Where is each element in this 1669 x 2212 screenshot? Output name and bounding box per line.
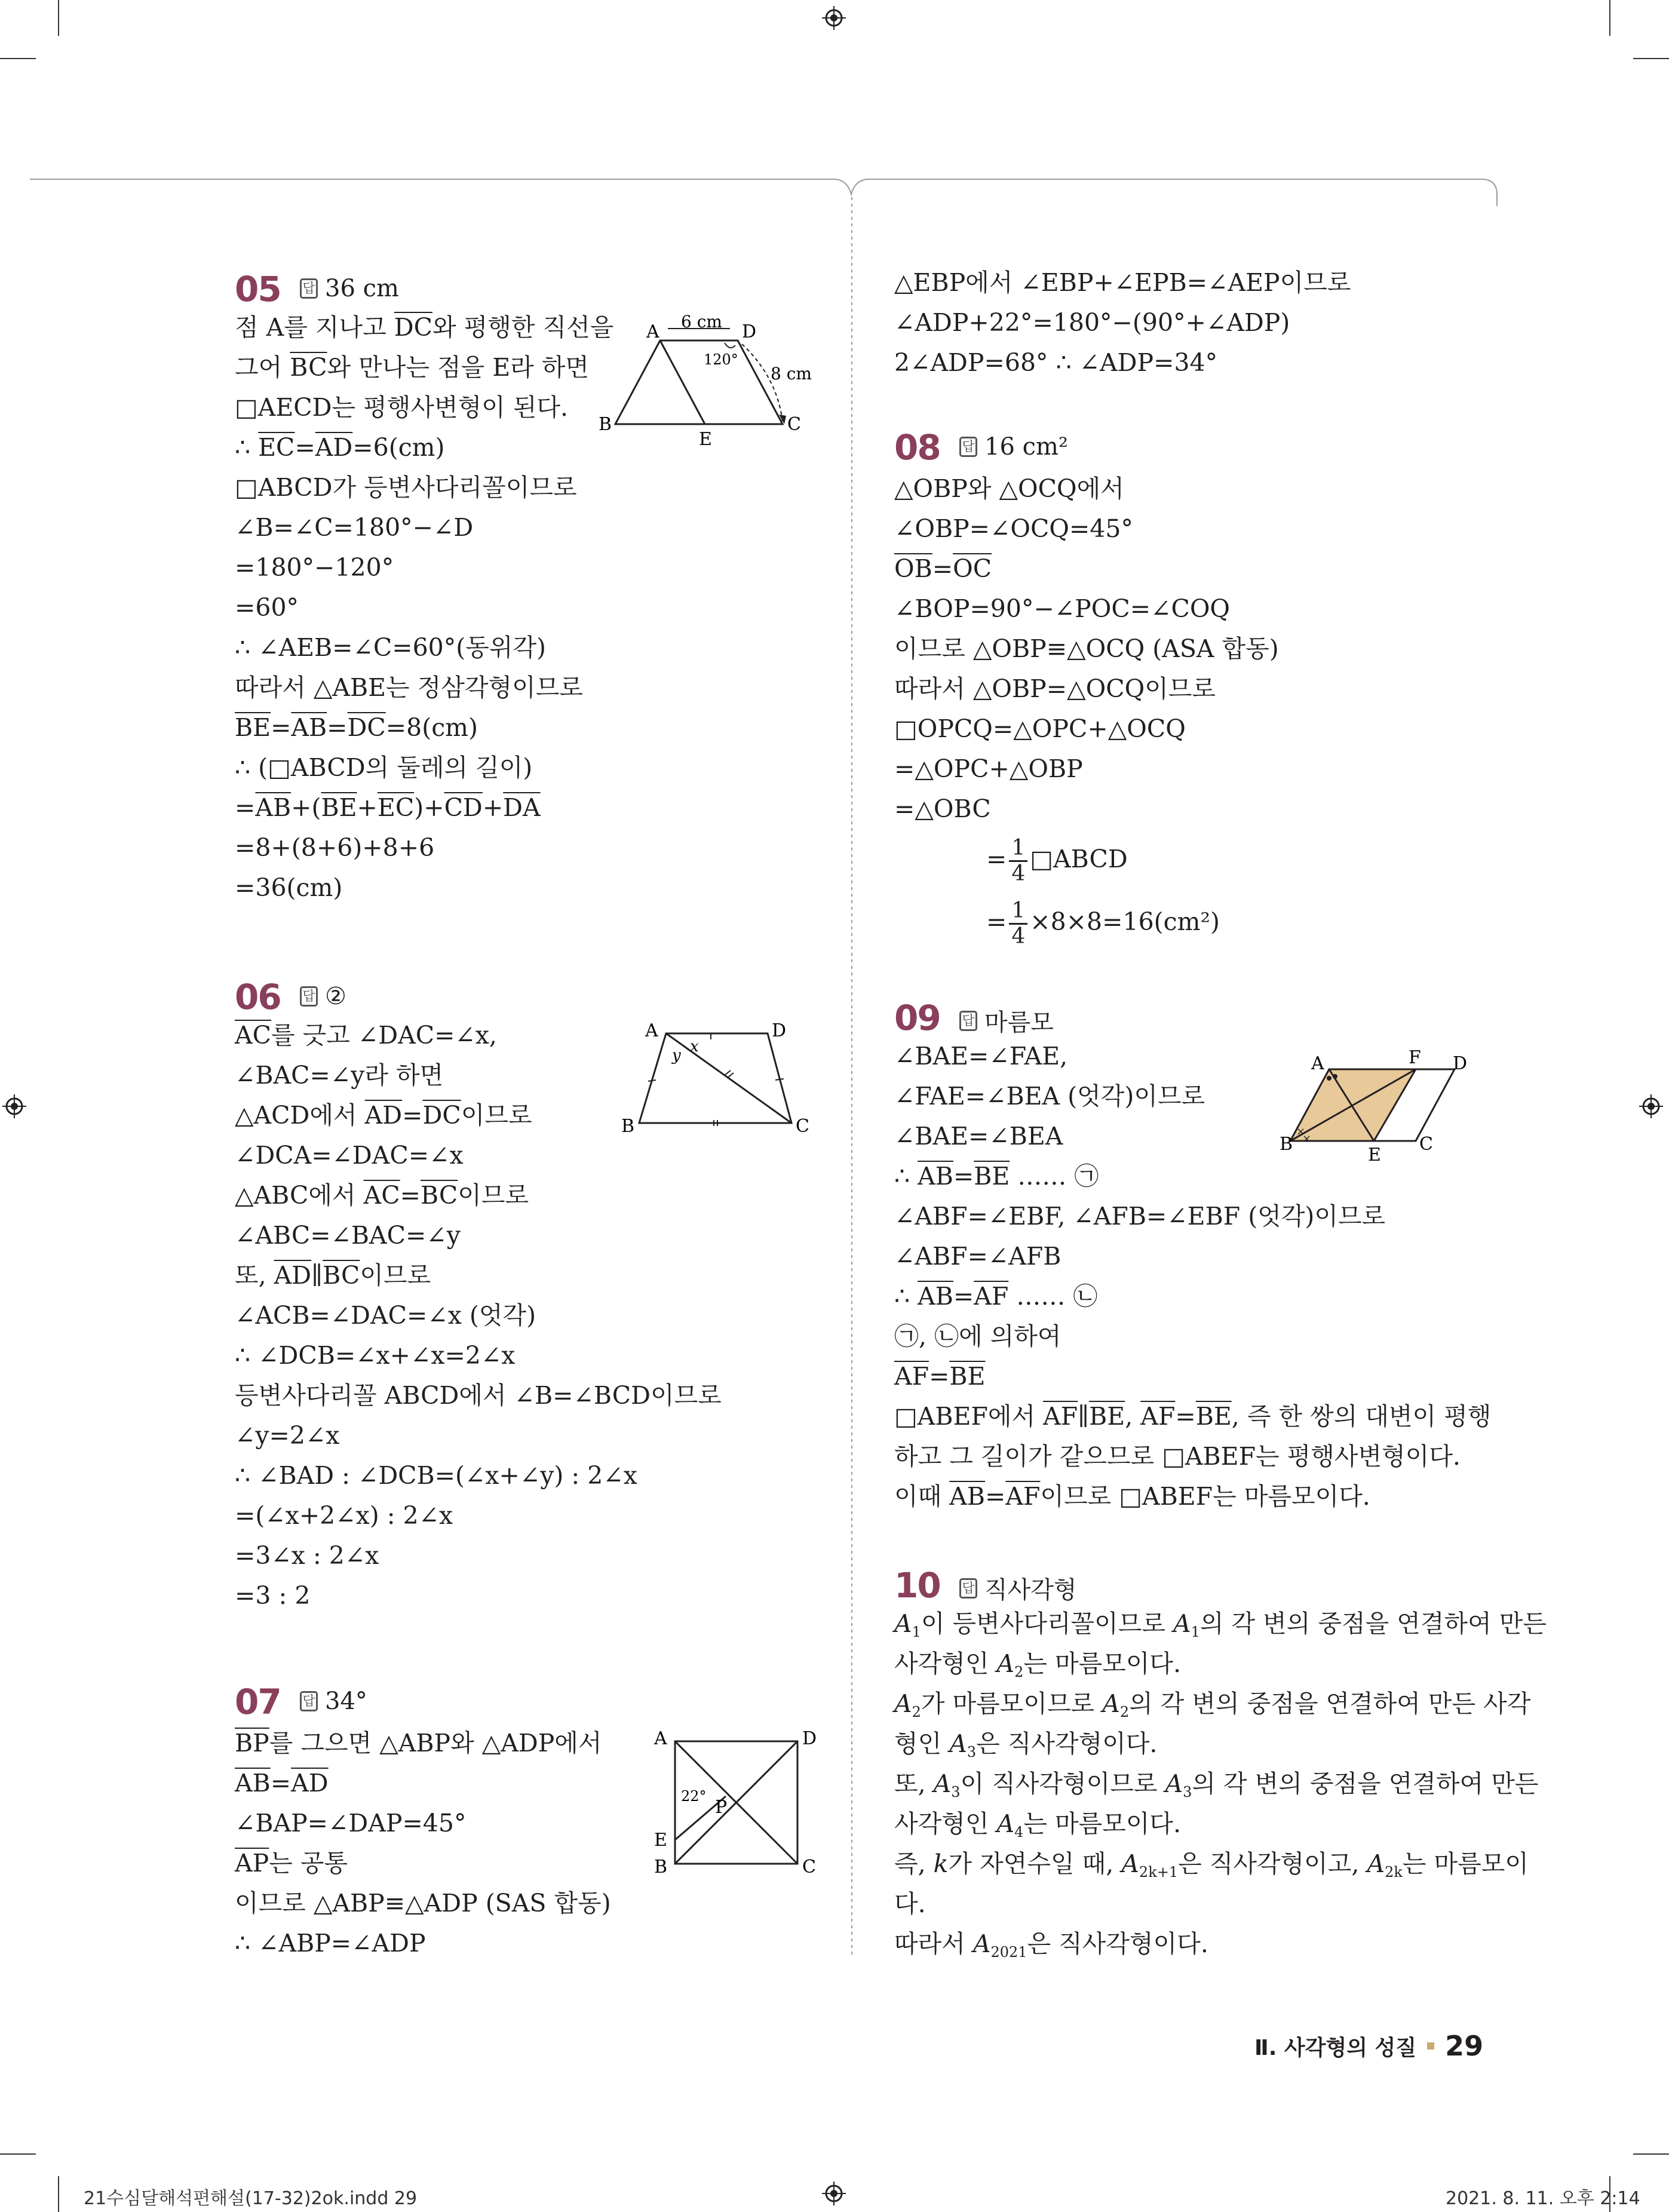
text-run: 사각형인 <box>894 1809 997 1838</box>
segment-label: $\overline{AD}$ <box>364 1101 403 1130</box>
text-run: 이때 <box>894 1482 950 1511</box>
text-run: = <box>327 713 348 742</box>
solution-line <box>235 308 613 348</box>
text-run: 가 자연수일 때, <box>948 1849 1122 1878</box>
math-variable: A <box>894 1609 912 1638</box>
text-run: = <box>270 1769 292 1797</box>
text-run: □ABEF에서 <box>894 1402 1044 1431</box>
fraction: $\frac{1}{4}$ <box>1009 836 1027 886</box>
problem-number: 09 <box>894 998 940 1038</box>
svg-text:×: × <box>1302 1133 1312 1145</box>
text-run: )+ <box>414 793 444 822</box>
segment-label: $\overline{BP}$ <box>235 1729 269 1757</box>
text-run: 또, <box>235 1261 274 1290</box>
text-run: ∠BOP=90°−∠POC=∠COQ <box>894 594 1231 623</box>
answer-value: ② <box>325 983 346 1010</box>
segment-label: $\overline{AB}$ <box>918 1162 953 1191</box>
figure-label: C <box>787 414 801 435</box>
solution-line <box>235 1416 339 1456</box>
figure-label: E <box>654 1830 667 1851</box>
segment-label: $\overline{DC}$ <box>422 1101 461 1130</box>
solution-line <box>235 1923 426 1964</box>
text-run: 는 공통 <box>269 1849 348 1877</box>
text-run: =△OPC+△OBP <box>894 754 1083 783</box>
text-run: 즉, <box>894 1849 934 1878</box>
solution-line <box>894 789 991 829</box>
text-run: ∠BAP=∠DAP=45° <box>235 1809 467 1837</box>
subscript: 1 <box>912 1624 921 1640</box>
segment-label: $\overline{AF}$ <box>974 1282 1009 1311</box>
segment-label: $\overline{AB}$ <box>949 1482 985 1511</box>
subscript: 4 <box>1014 1824 1024 1840</box>
answer-icon: 답 <box>959 437 977 457</box>
solution-line <box>894 1277 1097 1317</box>
text-run: 등변사다리꼴 ABCD에서 ∠B=∠BCD이므로 <box>235 1381 722 1410</box>
math-variable: A <box>996 1809 1015 1838</box>
file-slug: 21수심달해석편해설(17-32)2ok.indd 29 <box>84 2188 418 2209</box>
problem-number: 08 <box>894 427 940 468</box>
text-run: 이므로 □ABEF는 마름모이다. <box>1040 1482 1370 1511</box>
answer-value: 16 cm² <box>984 433 1068 461</box>
segment-label: $\overline{BE}$ <box>321 793 357 822</box>
solution-line <box>235 348 589 388</box>
text-run: ∥ <box>1078 1402 1090 1431</box>
solution-line <box>235 708 478 748</box>
answer-icon: 답 <box>959 1011 977 1031</box>
problem-number: 05 <box>235 269 281 309</box>
subscript: 3 <box>1183 1784 1192 1800</box>
subscript: 2021 <box>990 1944 1027 1961</box>
answer-icon: 답 <box>300 1691 318 1711</box>
text-run: =6(cm) <box>352 433 445 462</box>
text-run: =60° <box>235 593 299 622</box>
fraction-line: = $\frac{1}{4}$ ×8×8=16(cm²) <box>986 898 1220 949</box>
fraction: $\frac{1}{4}$ <box>1009 899 1027 949</box>
figure-label: 6 cm <box>681 312 722 332</box>
math-variable: A <box>996 1649 1015 1678</box>
answer-icon: 답 <box>300 278 318 299</box>
segment-label: $\overline{BC}$ <box>323 1261 360 1290</box>
solution-line <box>894 1477 1370 1517</box>
solution-line <box>894 1844 1529 1892</box>
text-run: + <box>357 793 378 822</box>
text-run: 이므로 <box>461 1101 532 1130</box>
solution-line <box>894 343 1217 383</box>
fraction-line: = $\frac{1}{4}$ □ABCD <box>986 836 1128 886</box>
solution-line <box>894 303 1290 343</box>
segment-label: $\overline{BC}$ <box>421 1181 458 1210</box>
solution-line <box>894 629 1279 669</box>
text-run: 와 만나는 점을 E라 하면 <box>327 353 590 382</box>
text-run: ∠ACB=∠DAC=∠x (엇각) <box>235 1301 536 1330</box>
text-run: 를 그으면 △ABP와 △ADP에서 <box>269 1729 602 1757</box>
solution-line <box>235 868 342 908</box>
text-run: =36(cm) <box>235 873 343 902</box>
figure-parallelogram-09 <box>1272 1045 1475 1165</box>
solution-line <box>235 668 583 708</box>
page-number: 29 <box>1445 2030 1484 2062</box>
solution-line <box>894 1357 985 1397</box>
solution-line <box>235 1096 532 1136</box>
text-run: 은 직사각형이고, <box>1178 1849 1367 1878</box>
answer <box>959 1004 1054 1038</box>
text-run: ∠BAE=∠BEA <box>894 1122 1063 1151</box>
text-run: 이므로 <box>360 1261 431 1290</box>
answer-value: 마름모 <box>984 1009 1054 1036</box>
text-run: , 즉 한 쌍의 대변이 평행 <box>1231 1402 1492 1431</box>
text-run: 은 직사각형이다. <box>976 1729 1158 1758</box>
figure-label: 120° <box>704 351 738 368</box>
segment-label: $\overline{AC}$ <box>235 1021 271 1050</box>
segment-label: $\overline{EC}$ <box>377 793 415 822</box>
text-run: ∴ ∠ABP=∠ADP <box>235 1929 426 1958</box>
segment-label: $\overline{OC}$ <box>953 554 992 583</box>
chapter-title: Ⅱ. 사각형의 성질 <box>1254 2035 1417 2060</box>
segment-label: $\overline{AB}$ <box>918 1282 953 1311</box>
solution-line <box>894 1924 1208 1972</box>
math-variable: A <box>1102 1689 1120 1718</box>
text-run: = <box>400 1181 421 1210</box>
text-run: + <box>482 793 504 822</box>
text-run: 를 긋고 ∠DAC=∠x, <box>271 1021 497 1050</box>
text-run: ∠ABF=∠AFB <box>894 1242 1061 1271</box>
solution-line <box>235 1456 637 1496</box>
solution-line <box>235 1843 348 1883</box>
text-run: 이 등변사다리꼴이므로 <box>921 1609 1174 1638</box>
solution-line <box>235 1763 329 1803</box>
solution-line <box>235 788 541 828</box>
text-run: ∴ <box>235 433 259 462</box>
solution-line <box>894 469 1124 509</box>
subscript: 1 <box>1191 1624 1200 1640</box>
solution-line <box>894 1437 1461 1477</box>
subscript: 2 <box>1014 1664 1024 1680</box>
math-variable: A <box>933 1769 952 1798</box>
solution-line <box>235 548 394 588</box>
solution-line <box>235 1016 497 1056</box>
problem-number: 07 <box>235 1682 281 1722</box>
text-run: ∠ADP+22°=180°−(90°+∠ADP) <box>894 308 1290 337</box>
solution-line <box>235 388 568 428</box>
text-run: = <box>271 713 292 742</box>
text-run: = <box>953 1162 974 1191</box>
solution-line <box>235 1216 461 1256</box>
subscript: 2 <box>1119 1704 1130 1720</box>
segment-label: $\overline{BE}$ <box>1089 1402 1125 1431</box>
figure-label: A <box>645 1020 658 1041</box>
text-run: □OPCQ=△OPC+△OCQ <box>894 714 1186 743</box>
segment-label: $\overline{AB}$ <box>255 793 292 822</box>
math-variable: A <box>1165 1769 1183 1798</box>
text-run: 이므로 △OBP≡△OCQ (ASA 합동) <box>894 634 1279 663</box>
text-run: =(∠x+2∠x) : 2∠x <box>235 1501 453 1530</box>
text-run: 의 각 변의 중점을 연결하여 만든 <box>1199 1609 1547 1638</box>
solution-line <box>235 1136 464 1176</box>
solution-line <box>235 1803 466 1843</box>
segment-label: $\overline{BE}$ <box>235 713 271 742</box>
figure-label: B <box>599 414 612 435</box>
answer-value: 36 cm <box>325 275 399 302</box>
answer <box>959 433 1068 461</box>
print-date: 2021. 8. 11. 오후 2:14 <box>1446 2188 1640 2209</box>
figure-label: B <box>1280 1134 1293 1155</box>
segment-label: $\overline{DC}$ <box>347 713 386 742</box>
text-run: 점 A를 지나고 <box>235 313 394 342</box>
square-bullet-icon <box>1427 2042 1434 2050</box>
figure-label: B <box>621 1116 635 1135</box>
text-run: □ABCD가 등변사다리꼴이므로 <box>235 473 577 502</box>
text-run: ∴ <box>894 1162 918 1191</box>
segment-label: $\overline{AF}$ <box>1005 1482 1041 1511</box>
svg-text:×: × <box>1296 1125 1306 1138</box>
solution-line <box>235 468 577 508</box>
solution-line <box>894 1317 1061 1357</box>
text-run: …… ㉠ <box>1010 1162 1099 1191</box>
solution-line <box>235 1723 602 1763</box>
solution-line <box>235 748 532 788</box>
segment-label: $\overline{BE}$ <box>974 1162 1010 1191</box>
text-run: =3 : 2 <box>235 1581 311 1610</box>
figure-label: C <box>796 1116 809 1135</box>
segment-label: $\overline{AB}$ <box>235 1769 271 1797</box>
answer <box>959 1571 1077 1605</box>
solution-line <box>894 1036 1067 1076</box>
math-variable: A <box>1121 1849 1139 1878</box>
solution-line <box>235 1056 443 1096</box>
solution-line <box>235 1296 536 1336</box>
text-run: △OBP와 △OCQ에서 <box>894 474 1124 503</box>
math-variable: A <box>1173 1609 1191 1638</box>
figure-label: A <box>646 321 659 342</box>
answer <box>300 1688 367 1715</box>
solution-line <box>235 508 473 548</box>
solution-line <box>894 1076 1205 1116</box>
solution-line <box>894 549 992 589</box>
subscript: 3 <box>967 1744 977 1760</box>
figure-label: E <box>699 429 712 448</box>
segment-label: $\overline{AF}$ <box>1043 1402 1078 1431</box>
text-run: ∴ ∠DCB=∠x+∠x=2∠x <box>235 1341 516 1370</box>
text-run: ∠OBP=∠OCQ=45° <box>894 514 1134 543</box>
figure-label: 22° <box>681 1788 707 1805</box>
solution-line <box>894 669 1216 709</box>
text-run: 이므로 <box>458 1181 529 1210</box>
solution-line <box>894 749 1083 789</box>
text-run: 가 마름모이므로 <box>921 1689 1103 1718</box>
solution-line <box>235 1376 722 1416</box>
segment-label: $\overline{AD}$ <box>315 433 353 462</box>
text-run: ∥ <box>311 1261 323 1290</box>
text-run: =8+(8+6)+8+6 <box>235 833 435 862</box>
text-run: = <box>294 433 315 462</box>
segment-label: $\overline{AB}$ <box>291 713 327 742</box>
figure-label: 8 cm <box>771 364 812 384</box>
text-run: 의 각 변의 중점을 연결하여 만든 사각 <box>1129 1689 1531 1718</box>
text-run: 그어 <box>235 353 290 382</box>
segment-label: $\overline{OB}$ <box>894 554 932 583</box>
text-run: 다. <box>894 1889 926 1918</box>
text-run: 형인 <box>894 1729 950 1758</box>
math-variable: A <box>1367 1849 1385 1878</box>
subscript: 2k <box>1385 1864 1403 1880</box>
text-run: = <box>1175 1402 1196 1431</box>
text-run: 또, <box>894 1769 934 1798</box>
text-run: =8(cm) <box>385 713 478 742</box>
math-variable: k <box>933 1849 949 1878</box>
figure-label: x <box>690 1038 699 1056</box>
figure-label: C <box>1419 1134 1433 1155</box>
solution-line <box>235 1883 611 1923</box>
solution-line <box>235 1336 515 1376</box>
text-run: = <box>402 1101 423 1130</box>
text-run: 사각형인 <box>894 1649 997 1678</box>
text-run: 따라서 △OBP=△OCQ이므로 <box>894 674 1216 703</box>
subscript: 2k+1 <box>1139 1864 1179 1880</box>
figure-label: A <box>1311 1053 1324 1074</box>
math-variable: A <box>972 1929 991 1958</box>
figure-label: D <box>742 321 757 342</box>
segment-label: $\overline{EC}$ <box>258 433 295 462</box>
figure-label: F <box>1409 1047 1421 1068</box>
text-run: 와 평행한 직선을 <box>432 313 614 342</box>
solution-line <box>894 589 1230 629</box>
solution-line <box>235 1256 431 1296</box>
text-run: □AECD는 평행사변형이 된다. <box>235 393 569 422</box>
text-run: 의 각 변의 중점을 연결하여 만든 <box>1192 1769 1539 1798</box>
text-run: = <box>932 554 953 583</box>
chapter-footer <box>1254 2030 1483 2062</box>
solution-line <box>894 263 1351 303</box>
solution-line <box>894 1116 1063 1156</box>
answer <box>300 275 399 302</box>
figure-label: D <box>772 1020 787 1041</box>
text-run: ∴ (□ABCD의 둘레의 길이) <box>235 753 533 782</box>
segment-label: $\overline{BC}$ <box>290 353 327 382</box>
solution-line <box>235 1496 453 1536</box>
solution-line <box>894 509 1133 549</box>
segment-label: $\overline{DA}$ <box>503 793 541 822</box>
answer-value: 34° <box>325 1688 367 1715</box>
answer-value: 직사각형 <box>984 1576 1077 1604</box>
text-run: ∠ABC=∠BAC=∠y <box>235 1221 461 1250</box>
text-run: 는 마름모이 <box>1402 1849 1529 1878</box>
solution-line <box>235 628 546 668</box>
text-run: 은 직사각형이다. <box>1027 1929 1208 1958</box>
problem-number: 10 <box>894 1565 940 1606</box>
text-run: 이므로 △ABP≡△ADP (SAS 합동) <box>235 1889 611 1918</box>
segment-label: $\overline{AD}$ <box>274 1261 312 1290</box>
figure-label: D <box>802 1728 817 1749</box>
text-run: = <box>235 793 256 822</box>
solution-line <box>894 1884 926 1924</box>
figure-label: D <box>1453 1053 1468 1074</box>
text-run: =3∠x : 2∠x <box>235 1541 379 1570</box>
figure-label: P <box>715 1797 728 1818</box>
text-run: ∠y=2∠x <box>235 1421 340 1450</box>
text-run: =180°−120° <box>235 553 394 582</box>
text-run: △ABC에서 <box>235 1181 364 1210</box>
subscript: 3 <box>951 1784 961 1800</box>
text-run: ㉠, ㉡에 의하여 <box>894 1322 1061 1351</box>
math-variable: A <box>894 1689 912 1718</box>
text-run: 하고 그 길이가 같으므로 □ABEF는 평행사변형이다. <box>894 1442 1461 1471</box>
figure-trapezoid-05 <box>591 311 818 448</box>
text-run: ∠DCA=∠DAC=∠x <box>235 1141 464 1170</box>
segment-label: $\overline{BE}$ <box>1195 1402 1232 1431</box>
figure-label: A <box>654 1728 667 1749</box>
subscript: 2 <box>912 1704 921 1720</box>
text-run: ∴ ∠AEB=∠C=60°(동위각) <box>235 633 547 662</box>
answer-icon: 답 <box>959 1578 977 1599</box>
solution-line <box>894 1196 1385 1237</box>
text-run: 는 마름모이다. <box>1023 1649 1182 1678</box>
figure-label: B <box>654 1857 668 1876</box>
solution-line <box>235 1576 310 1616</box>
figure-label: y <box>672 1047 681 1064</box>
text-run: ∠BAC=∠y라 하면 <box>235 1061 444 1090</box>
segment-label: $\overline{BE}$ <box>949 1362 986 1391</box>
segment-label: $\overline{AD}$ <box>291 1769 329 1797</box>
solution-line <box>894 1156 1099 1196</box>
text-run: 2∠ADP=68° ∴ ∠ADP=34° <box>894 348 1218 377</box>
figure-square-07 <box>648 1720 821 1876</box>
text-run: ∴ <box>894 1282 918 1311</box>
segment-label: $\overline{AF}$ <box>894 1362 929 1391</box>
segment-label: $\overline{AC}$ <box>363 1181 400 1210</box>
solution-line <box>894 1397 1491 1437</box>
solution-line <box>235 1536 379 1576</box>
segment-label: $\overline{CD}$ <box>444 793 483 822</box>
answer-icon: 답 <box>300 986 318 1007</box>
math-variable: A <box>949 1729 967 1758</box>
text-run: 이 직사각형이므로 <box>960 1769 1165 1798</box>
text-run: = <box>929 1362 950 1391</box>
problem-number: 06 <box>235 977 281 1017</box>
text-run: 따라서 △ABE는 정삼각형이므로 <box>235 673 583 702</box>
figure-label: C <box>802 1857 816 1876</box>
solution-line <box>235 1176 529 1216</box>
solution-line <box>894 709 1186 749</box>
text-run: +( <box>291 793 321 822</box>
answer <box>300 983 346 1010</box>
solution-line <box>235 428 445 468</box>
text-run: = <box>953 1282 974 1311</box>
text-run: ∠ABF=∠EBF, ∠AFB=∠EBF (엇각)이므로 <box>894 1202 1386 1231</box>
text-run: 는 마름모이다. <box>1023 1809 1182 1838</box>
text-run: , <box>1125 1402 1141 1431</box>
segment-label: $\overline{DC}$ <box>394 313 432 342</box>
solution-line <box>235 588 299 628</box>
figure-label: E <box>1368 1145 1381 1165</box>
text-run: ∠BAE=∠FAE, <box>894 1042 1068 1070</box>
segment-label: $\overline{AF}$ <box>1140 1402 1176 1431</box>
text-run: …… ㉡ <box>1008 1282 1098 1311</box>
text-run: =△OBC <box>894 794 991 823</box>
text-run: ∴ ∠BAD : ∠DCB=(∠x+∠y) : 2∠x <box>235 1461 637 1490</box>
text-run: = <box>985 1482 1006 1511</box>
solution-line <box>235 828 434 868</box>
solution-line <box>894 1237 1061 1277</box>
text-run: △EBP에서 ∠EBP+∠EPB=∠AEP이므로 <box>894 268 1351 297</box>
text-run: △ACD에서 <box>235 1101 365 1130</box>
text-run: ∠FAE=∠BEA (엇각)이므로 <box>894 1082 1205 1110</box>
segment-label: $\overline{AP}$ <box>235 1849 269 1877</box>
text-run: ∠B=∠C=180°−∠D <box>235 513 474 542</box>
figure-trapezoid-06 <box>615 1016 818 1135</box>
text-run: 따라서 <box>894 1929 973 1958</box>
